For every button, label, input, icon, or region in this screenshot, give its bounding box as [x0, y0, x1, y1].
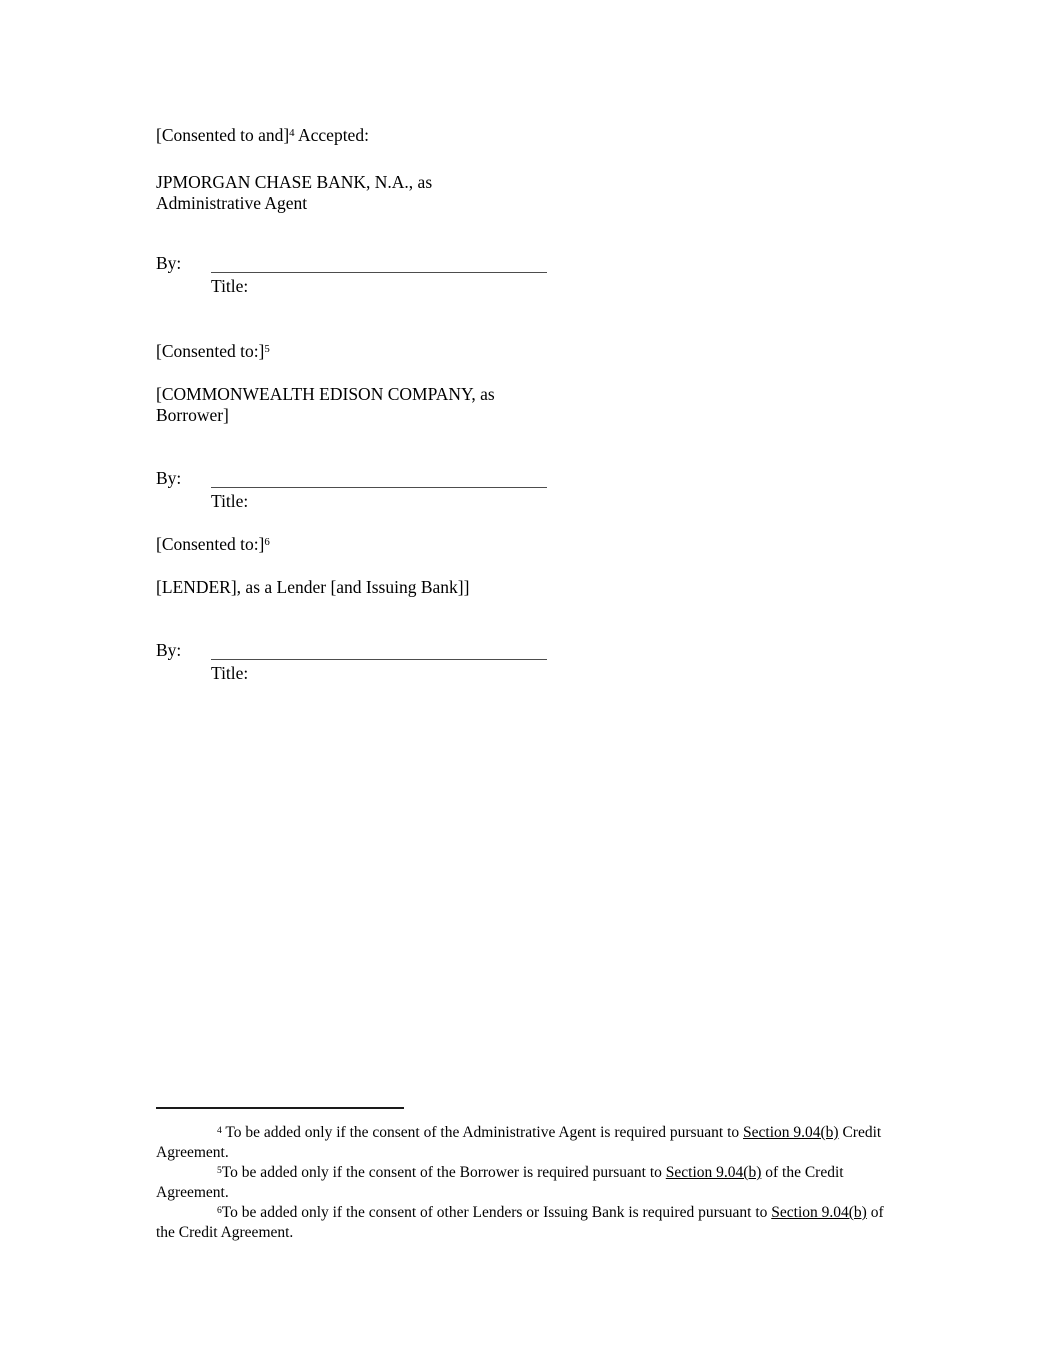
- lender-title-row: [211, 663, 900, 684]
- borrower-signature-line: [211, 468, 547, 488]
- by-label: By:: [156, 640, 182, 660]
- lender-party-line1: [LENDER], as a Lender [and Issuing Bank]]: [156, 577, 470, 597]
- footnote-4-marker: 4: [217, 1124, 222, 1136]
- agent-signature-line: [211, 253, 547, 273]
- lender-signature-line: [211, 640, 547, 660]
- footnote-ref-6-marker: 6: [264, 536, 270, 549]
- title-label: Title:: [211, 491, 249, 511]
- agent-party-line1: JPMORGAN CHASE BANK, N.A., as: [156, 172, 433, 192]
- footnote-ref-4-marker: 4: [289, 127, 295, 140]
- footnote-6-section-ref: Section 9.04(b): [771, 1204, 867, 1221]
- title-label: Title:: [211, 663, 249, 683]
- borrower-title-row: [211, 491, 900, 512]
- borrower-party-line2: Borrower]: [156, 405, 229, 425]
- agent-title-row: [211, 276, 900, 297]
- footnote-ref-5-marker: 5: [264, 343, 270, 356]
- footnote-4-section-ref: Section 9.04(b): [743, 1124, 839, 1141]
- borrower-party-name: [156, 384, 495, 426]
- agent-party-line2: Administrative Agent: [156, 193, 308, 213]
- consent-lender-text: [Consented to:]: [156, 534, 265, 554]
- footnote-6-marker: 6: [217, 1204, 222, 1216]
- footnote-5-marker: 5: [217, 1164, 222, 1176]
- footnote-4-text-after: Credit Agreement.: [156, 1124, 882, 1161]
- accepted-suffix-text: Accepted:: [294, 125, 369, 145]
- borrower-by-row: [156, 468, 900, 488]
- footnote-6-text-after: of the Credit Agreement.: [156, 1204, 884, 1241]
- by-label: By:: [156, 253, 182, 273]
- title-label: Title:: [211, 276, 249, 296]
- lender-by-row: [156, 640, 900, 660]
- lender-party-name: [156, 577, 469, 598]
- by-label: By:: [156, 468, 182, 488]
- consent-lender-line: [156, 534, 270, 555]
- consent-borrower-text: [Consented to:]: [156, 341, 265, 361]
- consent-accepted-line: [156, 125, 369, 146]
- footnote-5-text-after: of the Credit Agreement.: [156, 1164, 844, 1201]
- footnote-4: [156, 1123, 900, 1163]
- footnote-separator-line: [156, 1107, 404, 1109]
- agent-by-row: [156, 253, 900, 273]
- agent-signature-block: [156, 253, 900, 297]
- footnote-5: [156, 1163, 900, 1203]
- consent-borrower-line: [156, 341, 270, 362]
- footnote-5-section-ref: Section 9.04(b): [665, 1164, 762, 1181]
- footnote-5-text-before: To be added only if the consent of the Borrower is required pursuant to: [221, 1164, 666, 1181]
- borrower-party-line1: [COMMONWEALTH EDISON COMPANY, as: [156, 384, 495, 404]
- agent-party-name: [156, 172, 432, 214]
- lender-signature-block: [156, 640, 900, 684]
- footnotes-section: [156, 1107, 900, 1243]
- borrower-signature-block: [156, 468, 900, 512]
- footnote-6: [156, 1203, 900, 1243]
- consent-accepted-text: [Consented to and]: [156, 125, 290, 145]
- footnote-6-text-before: To be added only if the consent of other Lenders or Issuing Bank is required pursuant to: [221, 1204, 772, 1221]
- footnote-4-text-before: To be added only if the consent of the Administrative Agent is required pursuant to: [221, 1124, 744, 1141]
